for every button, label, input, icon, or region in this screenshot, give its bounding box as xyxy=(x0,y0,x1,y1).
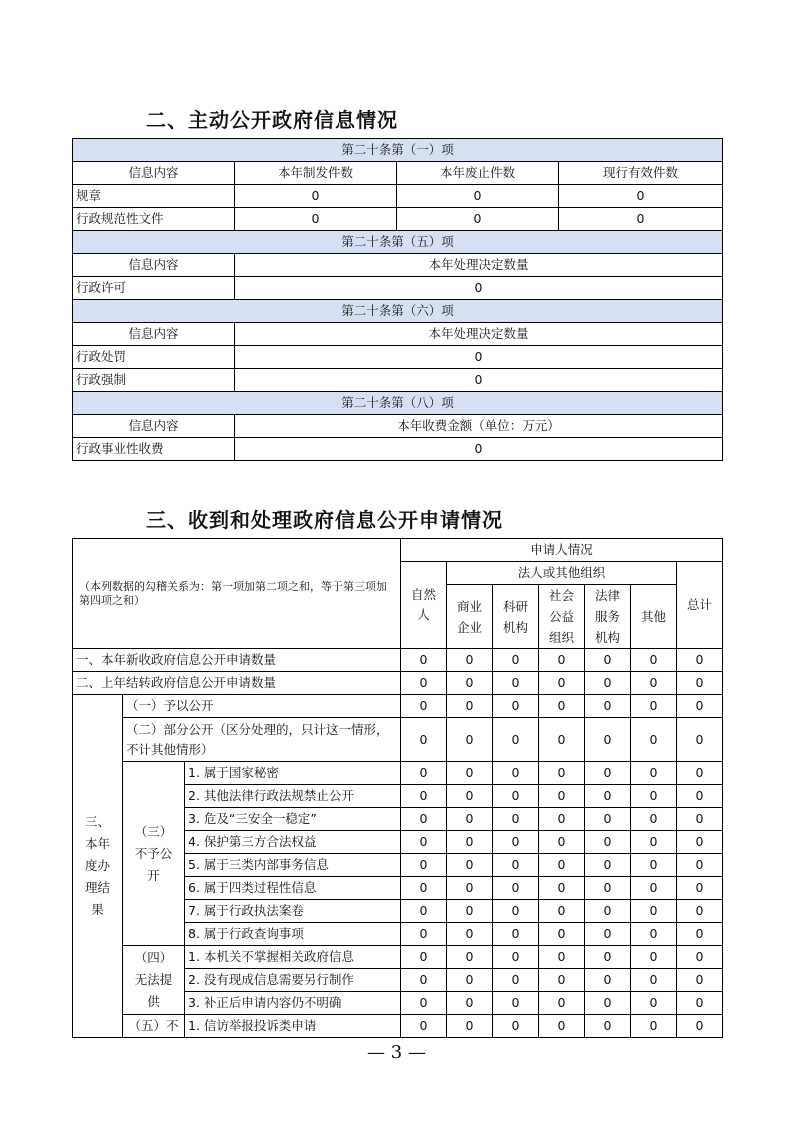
cell-value: 0 xyxy=(539,854,585,877)
cell-value: 0 xyxy=(539,1015,585,1038)
row-cannot-provide-reason: 1. 本机关不掌握相关政府信息 xyxy=(185,946,401,969)
cell-value: 0 xyxy=(677,718,723,762)
cell-value: 0 xyxy=(585,946,631,969)
cell-value: 0 xyxy=(677,808,723,831)
cell-value: 0 xyxy=(677,785,723,808)
row-label: 行政许可 xyxy=(73,277,235,300)
cell-value: 0 xyxy=(493,1015,539,1038)
cell-value: 0 xyxy=(631,969,677,992)
cell-value: 0 xyxy=(585,808,631,831)
cell-value: 0 xyxy=(631,831,677,854)
cell-value: 0 xyxy=(401,672,447,695)
cell-value: 0 xyxy=(447,831,493,854)
cell-value: 0 xyxy=(631,877,677,900)
cell-value: 0 xyxy=(493,923,539,946)
cell-value: 0 xyxy=(401,649,447,672)
cell-value: 0 xyxy=(631,672,677,695)
cell-value: 0 xyxy=(447,969,493,992)
cell-value: 0 xyxy=(631,946,677,969)
row-label: 行政规范性文件 xyxy=(73,208,235,231)
group-not-disclosed: （三）不予公开 xyxy=(123,762,185,946)
cell-value: 0 xyxy=(631,923,677,946)
col-business: 商业企业 xyxy=(447,585,493,649)
cell-value: 0 xyxy=(493,992,539,1015)
cell-value: 0 xyxy=(493,969,539,992)
cell-value: 0 xyxy=(631,992,677,1015)
row-cannot-provide-reason: 2. 没有现成信息需要另行制作 xyxy=(185,969,401,992)
cell-value: 0 xyxy=(447,672,493,695)
row-not-disclosed-reason: 7. 属于行政执法案卷 xyxy=(185,900,401,923)
row-cannot-provide-reason: 3. 补正后申请内容仍不明确 xyxy=(185,992,401,1015)
cell-value: 0 xyxy=(235,438,723,461)
cell-value: 0 xyxy=(447,900,493,923)
row-not-disclosed-reason: 5. 属于三类内部事务信息 xyxy=(185,854,401,877)
cell-value: 0 xyxy=(401,946,447,969)
cell-value: 0 xyxy=(493,762,539,785)
col-research: 科研机构 xyxy=(493,585,539,649)
header-decisions: 本年处理决定数量 xyxy=(235,254,723,277)
cell-value: 0 xyxy=(677,992,723,1015)
cell-value: 0 xyxy=(401,808,447,831)
cell-value: 0 xyxy=(235,185,397,208)
cell-value: 0 xyxy=(677,1015,723,1038)
header-info-content: 信息内容 xyxy=(73,254,235,277)
cell-value: 0 xyxy=(539,762,585,785)
cell-value: 0 xyxy=(539,992,585,1015)
row-label: 规章 xyxy=(73,185,235,208)
cell-value: 0 xyxy=(401,695,447,718)
cell-value: 0 xyxy=(677,831,723,854)
application-table xyxy=(72,538,723,1038)
header-fees: 本年收费金额（单位：万元） xyxy=(235,415,723,438)
article-1-title: 第二十条第（一）项 xyxy=(73,139,723,162)
header-info-content: 信息内容 xyxy=(73,162,235,185)
cell-value: 0 xyxy=(401,718,447,762)
applicant-header: 申请人情况 xyxy=(401,539,723,562)
cell-value: 0 xyxy=(585,854,631,877)
cell-value: 0 xyxy=(447,1015,493,1038)
cell-value: 0 xyxy=(401,992,447,1015)
cell-value: 0 xyxy=(539,969,585,992)
cell-value: 0 xyxy=(401,969,447,992)
cell-value: 0 xyxy=(677,854,723,877)
cell-value: 0 xyxy=(493,831,539,854)
row-new-applications: 一、本年新收政府信息公开申请数量 xyxy=(73,649,401,672)
cell-value: 0 xyxy=(401,831,447,854)
note-cell: （本列数据的勾稽关系为：第一项加第二项之和，等于第三项加第四项之和） xyxy=(73,539,401,649)
cell-value: 0 xyxy=(677,923,723,946)
total-header: 总计 xyxy=(677,562,723,649)
cell-value: 0 xyxy=(677,695,723,718)
group-cannot-provide: （四）无法提供 xyxy=(123,946,185,1015)
cell-value: 0 xyxy=(447,923,493,946)
cell-value: 0 xyxy=(447,762,493,785)
cell-value: 0 xyxy=(401,854,447,877)
cell-value: 0 xyxy=(585,877,631,900)
cell-value: 0 xyxy=(493,900,539,923)
article-8-title: 第二十条第（八）项 xyxy=(73,392,723,415)
row-label: 行政事业性收费 xyxy=(73,438,235,461)
cell-value: 0 xyxy=(585,785,631,808)
col-public-welfare: 社会公益组织 xyxy=(539,585,585,649)
cell-value: 0 xyxy=(677,877,723,900)
cell-value: 0 xyxy=(447,785,493,808)
cell-value: 0 xyxy=(677,946,723,969)
header-abolished: 本年废止件数 xyxy=(397,162,559,185)
header-info-content: 信息内容 xyxy=(73,415,235,438)
cell-value: 0 xyxy=(539,672,585,695)
cell-value: 0 xyxy=(401,877,447,900)
cell-value: 0 xyxy=(631,900,677,923)
cell-value: 0 xyxy=(539,831,585,854)
cell-value: 0 xyxy=(401,785,447,808)
cell-value: 0 xyxy=(631,695,677,718)
cell-value: 0 xyxy=(235,369,723,392)
cell-value: 0 xyxy=(447,946,493,969)
row-not-disclosed-reason: 8. 属于行政查询事项 xyxy=(185,923,401,946)
cell-value: 0 xyxy=(677,672,723,695)
header-info-content: 信息内容 xyxy=(73,323,235,346)
row-label: 行政处罚 xyxy=(73,346,235,369)
cell-value: 0 xyxy=(447,877,493,900)
cell-value: 0 xyxy=(631,854,677,877)
cell-value: 0 xyxy=(493,695,539,718)
row-not-disclosed-reason: 4. 保护第三方合法权益 xyxy=(185,831,401,854)
cell-value: 0 xyxy=(493,854,539,877)
cell-value: 0 xyxy=(559,185,723,208)
natural-person-header: 自然人 xyxy=(401,562,447,649)
page-number: — 3 — xyxy=(367,1042,426,1063)
row-not-disclosed-reason: 2. 其他法律行政法规禁止公开 xyxy=(185,785,401,808)
row-not-disclosed-reason: 1. 属于国家秘密 xyxy=(185,762,401,785)
cell-value: 0 xyxy=(585,969,631,992)
cell-value: 0 xyxy=(677,649,723,672)
cell-value: 0 xyxy=(493,672,539,695)
cell-value: 0 xyxy=(677,969,723,992)
cell-value: 0 xyxy=(235,346,723,369)
cell-value: 0 xyxy=(539,695,585,718)
section3-heading: 三、收到和处理政府信息公开申请情况 xyxy=(146,508,503,532)
public-info-table xyxy=(72,138,723,461)
cell-value: 0 xyxy=(539,946,585,969)
cell-value: 0 xyxy=(401,900,447,923)
row-partial-disclosed: （二）部分公开（区分处理的，只计这一情形，不计其他情形） xyxy=(123,718,401,762)
row-disclosed: （一）予以公开 xyxy=(123,695,401,718)
cell-value: 0 xyxy=(401,1015,447,1038)
cell-value: 0 xyxy=(585,718,631,762)
legal-entity-header: 法人或其他组织 xyxy=(447,562,677,585)
cell-value: 0 xyxy=(401,923,447,946)
cell-value: 0 xyxy=(677,900,723,923)
group-results-label: 三、本年度办理结果 xyxy=(73,695,123,1038)
cell-value: 0 xyxy=(585,1015,631,1038)
cell-value: 0 xyxy=(493,649,539,672)
cell-value: 0 xyxy=(631,649,677,672)
row-not-handled-reason: 1. 信访举报投诉类申请 xyxy=(185,1015,401,1038)
cell-value: 0 xyxy=(493,785,539,808)
cell-value: 0 xyxy=(235,208,397,231)
cell-value: 0 xyxy=(585,992,631,1015)
article-5-title: 第二十条第（五）项 xyxy=(73,231,723,254)
cell-value: 0 xyxy=(585,831,631,854)
cell-value: 0 xyxy=(585,649,631,672)
header-made: 本年制发件数 xyxy=(235,162,397,185)
cell-value: 0 xyxy=(539,808,585,831)
cell-value: 0 xyxy=(631,785,677,808)
cell-value: 0 xyxy=(585,762,631,785)
header-decisions: 本年处理决定数量 xyxy=(235,323,723,346)
row-label: 行政强制 xyxy=(73,369,235,392)
cell-value: 0 xyxy=(631,762,677,785)
row-carried-over: 二、上年结转政府信息公开申请数量 xyxy=(73,672,401,695)
col-other: 其他 xyxy=(631,585,677,649)
section2-heading: 二、主动公开政府信息情况 xyxy=(146,108,398,132)
cell-value: 0 xyxy=(447,649,493,672)
cell-value: 0 xyxy=(447,992,493,1015)
cell-value: 0 xyxy=(447,808,493,831)
cell-value: 0 xyxy=(401,762,447,785)
cell-value: 0 xyxy=(539,923,585,946)
cell-value: 0 xyxy=(559,208,723,231)
cell-value: 0 xyxy=(397,208,559,231)
cell-value: 0 xyxy=(493,808,539,831)
cell-value: 0 xyxy=(539,877,585,900)
cell-value: 0 xyxy=(447,854,493,877)
row-not-disclosed-reason: 6. 属于四类过程性信息 xyxy=(185,877,401,900)
header-valid: 现行有效件数 xyxy=(559,162,723,185)
cell-value: 0 xyxy=(397,185,559,208)
cell-value: 0 xyxy=(447,695,493,718)
cell-value: 0 xyxy=(585,923,631,946)
cell-value: 0 xyxy=(539,649,585,672)
cell-value: 0 xyxy=(631,1015,677,1038)
cell-value: 0 xyxy=(631,808,677,831)
cell-value: 0 xyxy=(585,672,631,695)
cell-value: 0 xyxy=(493,946,539,969)
cell-value: 0 xyxy=(493,877,539,900)
cell-value: 0 xyxy=(539,718,585,762)
cell-value: 0 xyxy=(493,718,539,762)
cell-value: 0 xyxy=(585,695,631,718)
cell-value: 0 xyxy=(539,785,585,808)
article-6-title: 第二十条第（六）项 xyxy=(73,300,723,323)
cell-value: 0 xyxy=(235,277,723,300)
cell-value: 0 xyxy=(539,900,585,923)
group-not-handled: （五）不 xyxy=(123,1015,185,1038)
col-legal-service: 法律服务机构 xyxy=(585,585,631,649)
cell-value: 0 xyxy=(631,718,677,762)
cell-value: 0 xyxy=(677,762,723,785)
cell-value: 0 xyxy=(447,718,493,762)
cell-value: 0 xyxy=(585,900,631,923)
row-not-disclosed-reason: 3. 危及“三安全一稳定” xyxy=(185,808,401,831)
